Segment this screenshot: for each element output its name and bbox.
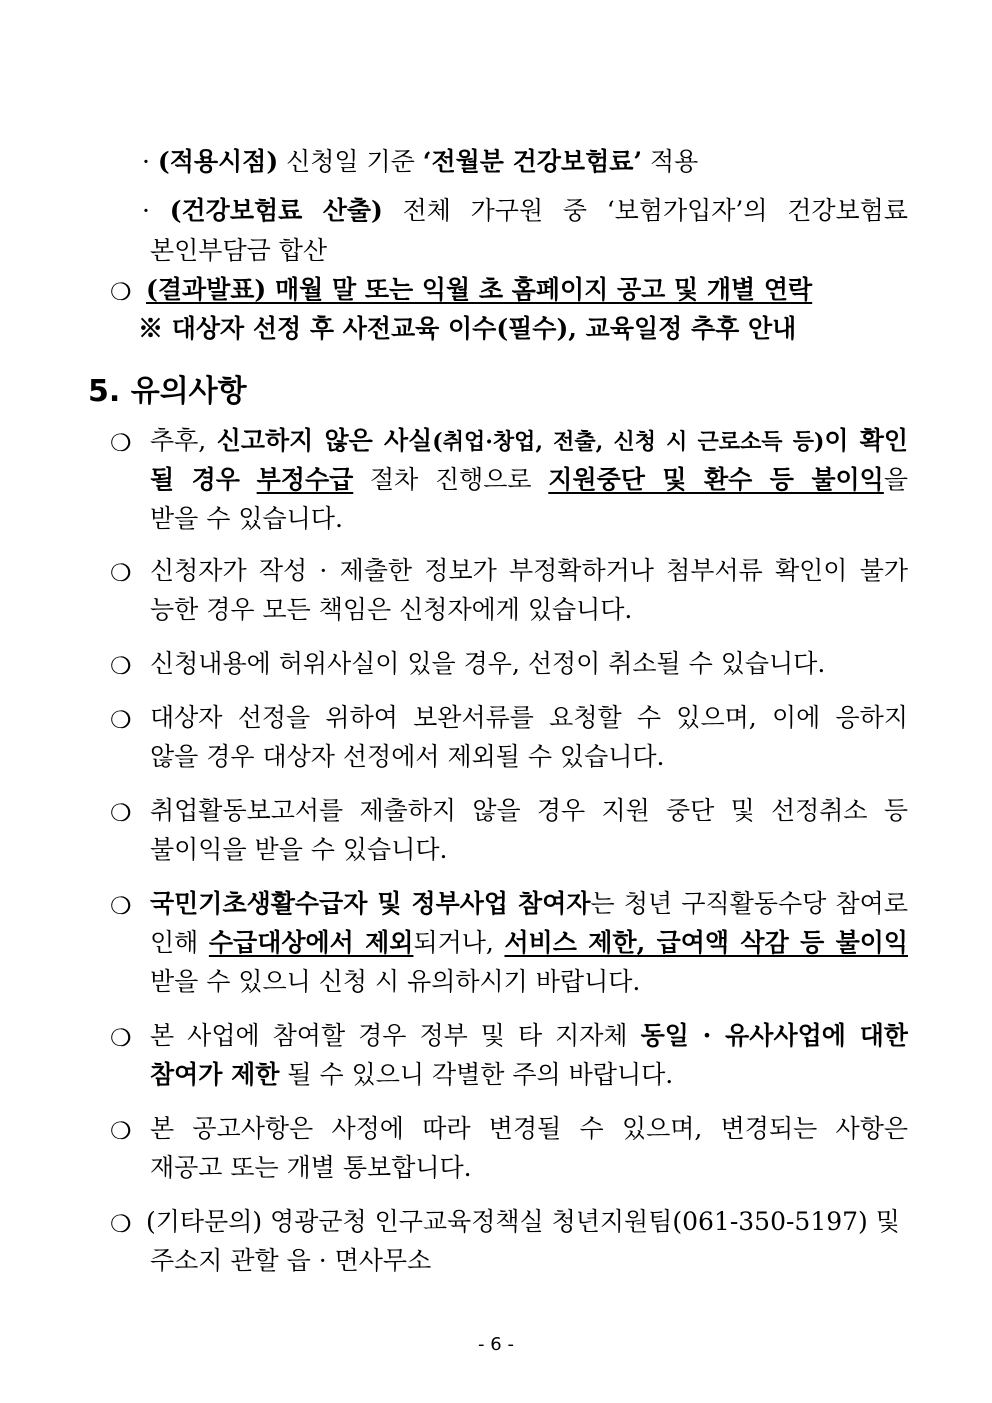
notice-text: 인해 — [150, 928, 209, 957]
notice-item-8-line1 — [150, 1113, 908, 1145]
notice-emphasis-small: (취업·창업, 전출, 신청 시 근로소득 등) — [432, 429, 825, 455]
notice-emphasis: 이 확인 — [824, 426, 908, 455]
notice-text: 절차 진행으로 — [353, 465, 549, 494]
circle-bullet-icon: ❍ — [110, 429, 132, 457]
notice-text: 되거나, — [413, 928, 505, 957]
sub-item-marker: · — [142, 196, 150, 225]
circle-bullet-icon: ❍ — [110, 652, 132, 680]
notice-underline: 부정수급 — [256, 465, 354, 494]
notice-item-3-line1: 신청내용에 허위사실이 있을 경우, 선정이 취소될 수 있습니다. — [150, 649, 826, 678]
sub-item-marker: · — [142, 147, 150, 176]
notice-item-4-line2: 않을 경우 대상자 선정에서 제외될 수 있습니다. — [150, 742, 665, 771]
notice-text: 신청자가 작성 · 제출한 정보가 부정확하거나 첨부서류 확인이 불가 — [150, 556, 908, 585]
notice-underline: 수급대상에서 제외 — [208, 928, 414, 957]
notice-text: 대상자 선정을 위하여 보완서류를 요청할 수 있으며, 이에 응하지 — [150, 703, 908, 732]
notice-text: 본 사업에 참여할 경우 정부 및 타 지자체 — [150, 1021, 641, 1050]
sub-item-apply-time — [142, 146, 698, 178]
circle-bullet-icon: ❍ — [110, 892, 132, 920]
notice-emphasis: 참여가 제한 — [150, 1060, 280, 1089]
sub-item-text: 전체 가구원 중 ‘보험가입자’의 건강보험료 — [382, 196, 908, 225]
notice-underline: 서비스 제한, 급여액 삭감 등 불이익 — [504, 928, 908, 957]
notice-emphasis: 동일 · 유사사업에 대한 — [640, 1021, 908, 1050]
circle-bullet-icon: ❍ — [110, 278, 132, 306]
notice-item-2-line1 — [150, 555, 908, 587]
notice-emphasis: 될 경우 — [150, 465, 240, 494]
result-announcement: (결과발표) 매월 말 또는 익월 초 홈페이지 공고 및 개별 연락 — [146, 275, 813, 304]
circle-bullet-icon: ❍ — [110, 1024, 132, 1052]
notice-item-7-line1 — [150, 1020, 908, 1052]
sub-item-text: 신청일 기준 — [278, 147, 423, 176]
notice-text: 될 수 있으니 각별한 주의 바랍니다. — [279, 1060, 674, 1089]
sub-item-premium-calc-line2: 본인부담금 합산 — [150, 236, 327, 265]
notice-text — [240, 465, 257, 494]
notice-item-1-line2 — [150, 464, 908, 496]
notice-item-2-line2: 능한 경우 모든 책임은 신청자에게 있습니다. — [150, 595, 633, 624]
notice-item-4-line1 — [150, 702, 908, 734]
notice-underline: 지원중단 및 환수 등 불이익 — [548, 465, 884, 494]
notice-item-1-line1 — [150, 425, 908, 457]
page-number: - 6 - — [478, 1334, 514, 1355]
sub-item-label: (적용시점) — [157, 147, 279, 176]
notice-text: 취업활동보고서를 제출하지 않을 경우 지원 중단 및 선정취소 등 — [150, 796, 908, 825]
notice-item-6-line1 — [150, 888, 908, 920]
notice-item-5-line2: 불이익을 받을 수 있습니다. — [150, 835, 448, 864]
notice-emphasis: 국민기초생활수급자 및 정부사업 참여자 — [150, 889, 591, 918]
notice-emphasis: 신고하지 않은 사실 — [216, 426, 433, 455]
notice-text: 추후, — [150, 426, 217, 455]
notice-item-6-line2 — [150, 927, 908, 959]
notice-item-8-line2: 재공고 또는 개별 통보합니다. — [150, 1153, 472, 1182]
sub-item-text: 적용 — [642, 147, 699, 176]
notice-item-9-line2: 주소지 관할 읍 · 면사무소 — [150, 1246, 432, 1275]
sub-item-label: (건강보험료 산출) — [169, 196, 383, 225]
circle-bullet-icon: ❍ — [110, 559, 132, 587]
notice-text: 을 — [883, 465, 908, 494]
note-education: ※ 대상자 선정 후 사전교육 이수(필수), 교육일정 추후 안내 — [138, 314, 797, 343]
notice-item-9-line1: (기타문의) 영광군청 인구교육정책실 청년지원팀(061-350-5197) 및 — [146, 1207, 900, 1236]
notice-item-6-line3: 받을 수 있으니 신청 시 유의하시기 바랍니다. — [150, 967, 641, 996]
sub-item-premium-calc — [142, 195, 908, 227]
notice-item-1-line3: 받을 수 있습니다. — [150, 504, 343, 533]
section-heading: 5. 유의사항 — [88, 374, 247, 409]
circle-bullet-icon: ❍ — [110, 799, 132, 827]
notice-text: 는 청년 구직활동수당 참여로 — [590, 889, 908, 918]
notice-item-5-line1 — [150, 795, 908, 827]
notice-item-7-line2 — [150, 1059, 673, 1091]
sub-item-emphasis: ‘전월분 건강보험료’ — [422, 147, 643, 176]
circle-bullet-icon: ❍ — [110, 706, 132, 734]
circle-bullet-icon: ❍ — [110, 1117, 132, 1145]
notice-text: 본 공고사항은 사정에 따라 변경될 수 있으며, 변경되는 사항은 — [150, 1114, 908, 1143]
circle-bullet-icon: ❍ — [110, 1210, 132, 1238]
